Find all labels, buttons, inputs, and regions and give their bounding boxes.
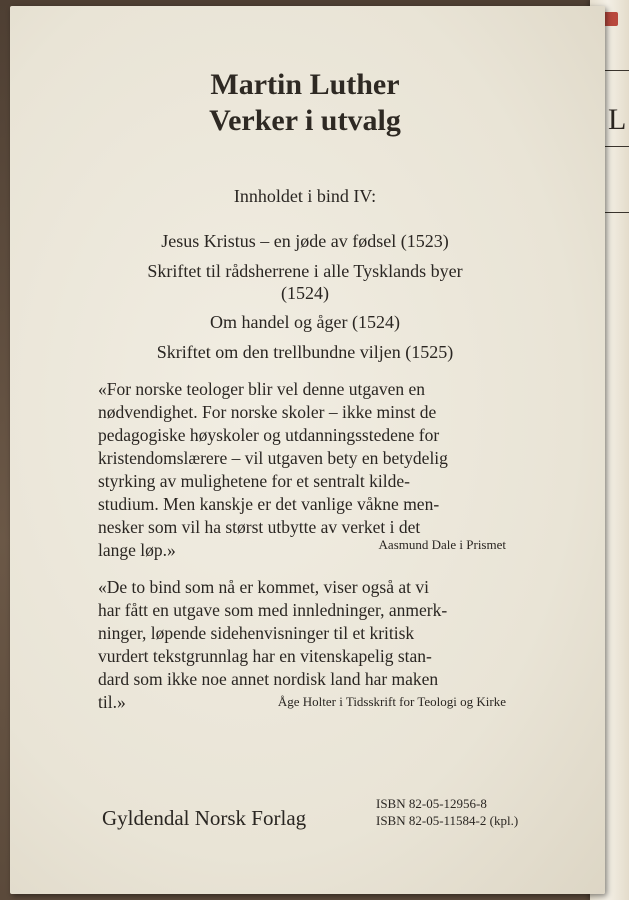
isbn-line: ISBN 82-05-11584-2 (kpl.)	[376, 813, 519, 828]
quote-line: pedagogiske høyskoler og utdanningsstedene for	[98, 425, 440, 445]
quote-attribution: Aasmund Dale i Prismet	[378, 537, 506, 552]
quote-line: til.»	[98, 692, 126, 712]
quote-attribution: Åge Holter i Tidsskrift for Teologi og Kirke	[277, 694, 506, 709]
contents-heading: Innholdet i bind IV:	[233, 186, 377, 206]
quote-line: kristendomslærere – vil utgaven bety en betydelig	[98, 448, 448, 468]
quote-line: styrking av mulighetene for et sentralt kilde-	[98, 471, 410, 491]
quote-line: studium. Men kanskje er det vanlige våkne men-	[98, 494, 440, 514]
quote-line: lange løp.»	[98, 540, 176, 560]
quote-line: «For norske teologer blir vel denne utgaven en	[98, 379, 426, 399]
contents-item: Jesus Kristus – en jøde av fødsel (1523)	[161, 231, 449, 251]
quote-line: vurdert tekstgrunnlag har en vitenskapelig stan-	[98, 646, 432, 666]
quote-line: dard som ikke noe annet nordisk land har maken	[98, 669, 439, 689]
isbn-line: ISBN 82-05-12956-8	[376, 796, 487, 811]
contents-item: (1524)	[281, 283, 329, 303]
quote-line: nesker som vil ha størst utbytte av verket i det	[98, 517, 421, 537]
contents-item: Om handel og åger (1524)	[210, 312, 400, 332]
book-back-cover	[10, 6, 605, 894]
contents-item: Skriftet om den trellbundne viljen (1525)	[156, 342, 454, 362]
publisher-name: Gyldendal Norsk Forlag	[102, 806, 307, 830]
book-title: Verker i utvalg	[209, 104, 401, 137]
book-author: Martin Luther	[210, 68, 400, 101]
contents-item: Skriftet til rådsherrene i alle Tysklands byer	[147, 261, 463, 281]
quote-line: har fått en utgave som med innledninger, anmerk-	[98, 600, 448, 620]
quote-line: «De to bind som nå er kommet, viser også at vi	[98, 577, 429, 597]
quote-line: ninger, løpende sidehenvisninger til et kritisk	[98, 623, 415, 643]
quote-line: nødvendighet. For norske skoler – ikke minst de	[98, 402, 437, 422]
spine-letter: L	[608, 103, 627, 136]
